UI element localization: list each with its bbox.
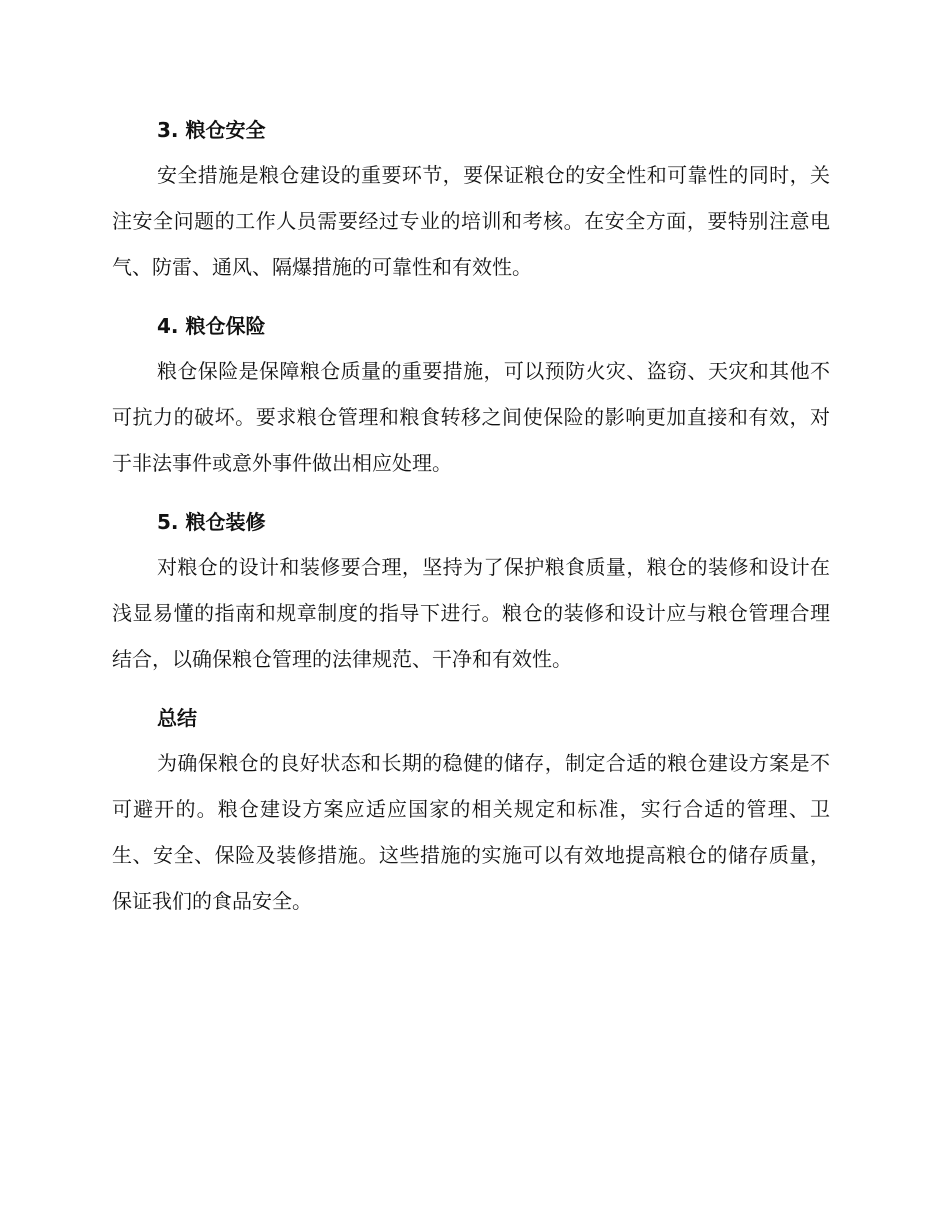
section-heading: 5. 粮仓装修 [157,510,266,534]
section-paragraph: 安全措施是粮仓建设的重要环节，要保证粮仓的安全性和可靠性的同时，关注安全问题的工作人员需要经过专业的培训和考核。在安全方面，要特别注意电气、防雷、通风、隔爆措施的可靠性和有效性。 [112,163,830,279]
section-heading: 总结 [157,706,197,730]
section-paragraph: 对粮仓的设计和装修要合理，坚持为了保护粮食质量，粮仓的装修和设计在浅显易懂的指南和规章制度的指导下进行。粮仓的装修和设计应与粮仓管理合理结合，以确保粮仓管理的法律规范、干净和有效性。 [112,555,830,671]
document-body [112,108,830,938]
section-paragraph: 粮仓保险是保障粮仓质量的重要措施，可以预防火灾、盗窃、天灾和其他不可抗力的破坏。要求粮仓管理和粮食转移之间使保险的影响更加直接和有效，对于非法事件或意外事件做出相应处理。 [112,359,830,475]
section-heading: 4. 粮仓保险 [157,314,266,338]
section-summary [112,696,830,924]
section-heading: 3. 粮仓安全 [157,118,266,142]
section-paragraph: 为确保粮仓的良好状态和长期的稳健的储存，制定合适的粮仓建设方案是不可避开的。粮仓建设方案应适应国家的相关规定和标准，实行合适的管理、卫生、安全、保险及装修措施。这些措施的实施可以有效地提高粮仓的储存质量，保证我们的食品安全。 [112,751,830,913]
section-safety [112,108,830,290]
section-decoration [112,500,830,682]
section-insurance [112,304,830,486]
